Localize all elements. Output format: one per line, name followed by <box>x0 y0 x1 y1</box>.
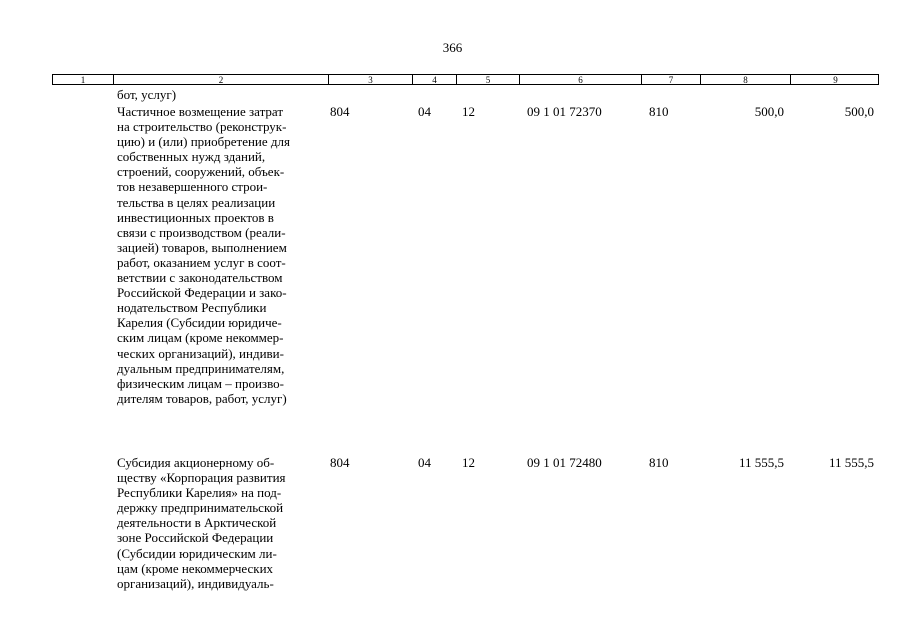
row-2-description: Субсидия акционерному об- ществу «Корпорация развития Республики Карелия» на под- держку предпринимательской деятельности в Арктической зоне Российской Федерации (Субсидии юридическим ли- цам (кроме некоммерческих организаций), индивидуаль- <box>117 455 286 591</box>
column-header-5: 5 <box>456 75 519 84</box>
row-2-col5: 12 <box>462 455 475 470</box>
column-header-6: 6 <box>519 75 641 84</box>
row-2-col3: 804 <box>330 455 350 470</box>
row-1-col6: 09 1 01 72370 <box>527 104 602 119</box>
column-header-8: 8 <box>700 75 790 84</box>
row-1-col3: 804 <box>330 104 350 119</box>
page-number: 366 <box>442 40 463 55</box>
row-1-col5: 12 <box>462 104 475 119</box>
column-header-7: 7 <box>641 75 700 84</box>
column-header-2: 2 <box>113 75 328 84</box>
row-1-col9: 500,0 <box>844 104 874 119</box>
row-2-col6: 09 1 01 72480 <box>527 455 602 470</box>
row-1-col7: 810 <box>649 104 669 119</box>
row-2-col9: 11 555,5 <box>828 455 874 470</box>
table-header-row <box>52 74 879 85</box>
column-header-9: 9 <box>790 75 880 84</box>
row-2-col8: 11 555,5 <box>738 455 784 470</box>
row-2-col4: 04 <box>418 455 431 470</box>
continuation-text: бот, услуг) <box>117 87 177 102</box>
column-header-4: 4 <box>412 75 456 84</box>
row-1-col8: 500,0 <box>754 104 784 119</box>
row-1-col4: 04 <box>418 104 431 119</box>
row-1-description: Частичное возмещение затрат на строительство (реконструк- цию) и (или) приобретение для собственных нужд зданий, строений, сооружений, объек- тов незавершенного строи- тельства в целях реализации инвестиционных проектов в связи с производством (реали- зацией) товаров, выполнением работ, оказанием услуг в соот- ветствии с законодательством Российской Федерации и зако- нодательством Республики Карелия (Субсидии юридиче- ским лицам (кроме некоммер- ческих организаций), индиви- дуальным предпринимателям, физическим лицам – произво- дителям товаров, работ, услуг) <box>117 104 290 406</box>
column-header-3: 3 <box>328 75 412 84</box>
row-2-col7: 810 <box>649 455 669 470</box>
column-header-1: 1 <box>80 75 86 85</box>
